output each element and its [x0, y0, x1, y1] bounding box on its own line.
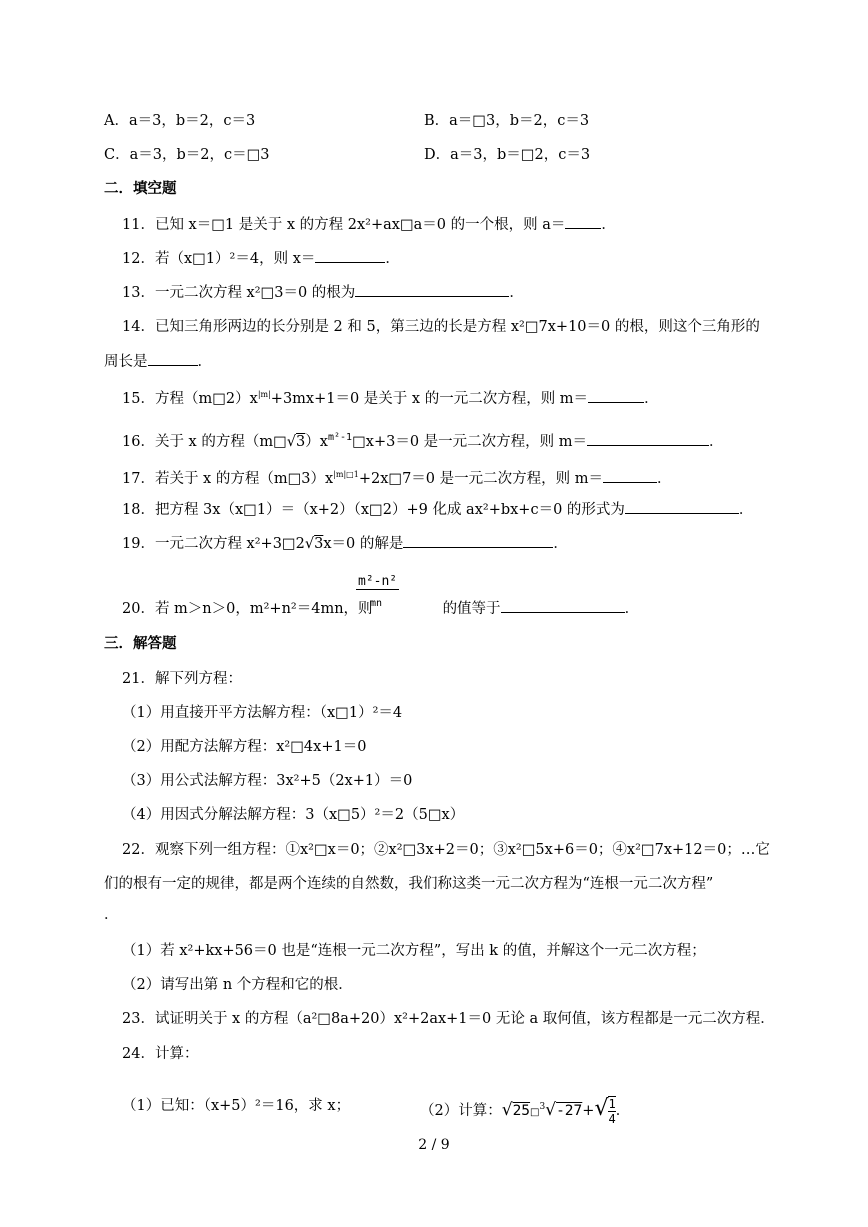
question-12	[122, 248, 400, 269]
q11-end: ．	[601, 217, 616, 233]
question-22-line1: 22．观察下列一组方程：①x²□x＝0；②x²□3x+2＝0；③x²□5x+6＝0；④x²□7x+12＝0；…它	[122, 842, 770, 858]
q20-fraction-numerator: m²-n²	[358, 574, 398, 589]
q18-blank	[625, 499, 739, 514]
q16-blank	[587, 431, 709, 446]
q12-text: 12．若（x□1）²＝4，则 x＝	[122, 251, 316, 267]
q24-frac-den: 4	[608, 1112, 616, 1126]
q16-end: ．	[709, 433, 724, 450]
option-d: D．a＝3，b＝□2，c＝3	[424, 147, 591, 163]
q14-text: 周长是	[104, 354, 148, 370]
q11-blank	[565, 214, 601, 229]
question-21-part1: （1）用直接开平方法解方程：（x□1）²＝4	[122, 705, 403, 721]
question-22-part2: （2）请写出第 n 个方程和它的根．	[122, 977, 353, 993]
q18-end: ．	[738, 502, 754, 518]
option-a: A．a＝3，b＝2，c＝3	[104, 113, 256, 129]
q19-sqrt: 3	[314, 536, 324, 552]
question-24-part1: （1）已知：（x+5）²＝16，求 x；	[122, 1098, 351, 1114]
q20-blank	[501, 598, 625, 613]
q18-text: 18．把方程 3x（x□1）＝（x+2）（x□2）+9 化成 ax²+bx+c＝0 的形式为	[122, 502, 625, 518]
q15-exponent: |m|	[257, 390, 271, 399]
q24-p2-label: （2）计算：	[420, 1103, 502, 1119]
question-21-part4: （4）用因式分解法解方程：3（x□5）²＝2（5□x）	[122, 807, 465, 823]
q13-end: ．	[509, 285, 524, 301]
q14-blank	[148, 351, 198, 366]
question-13	[122, 282, 524, 303]
q11-text: 11．已知 x＝□1 是关于 x 的方程 2x²+ax□a＝0 的一个根，则 a＝	[122, 217, 566, 233]
option-c: C．a＝3，b＝2，c＝□3	[104, 147, 270, 163]
question-15	[122, 385, 659, 409]
question-14-line2	[104, 351, 212, 372]
q20-end: ．	[624, 601, 640, 617]
question-24-title: 24．计算：	[122, 1046, 199, 1062]
q20-text2: 的值等于	[442, 601, 501, 617]
page-number: 2 / 9	[418, 1137, 450, 1153]
q17-blank	[603, 468, 657, 483]
q24-cbrt-value: -27	[556, 1103, 583, 1119]
question-16	[122, 428, 724, 452]
question-19	[122, 533, 568, 554]
question-21-part3: （3）用公式法解方程：3x²+5（2x+1）＝0	[122, 773, 413, 789]
q20-text: 20．若 m＞n＞0，m²+n²＝4mn，则	[122, 601, 373, 617]
question-14-line1: 14．已知三角形两边的长分别是 2 和 5，第三边的长是方程 x²□7x+10＝0 的根，则这个三角形的	[122, 319, 760, 335]
q19-text2: x＝0 的解是	[323, 536, 404, 552]
cube-root-icon: √	[545, 1100, 557, 1120]
sqrt-icon: √	[594, 1096, 609, 1121]
q15-blank	[588, 388, 644, 403]
section-title-fill-in: 二．填空题	[104, 181, 177, 197]
q13-blank	[355, 282, 509, 297]
sqrt-icon: √	[286, 433, 297, 450]
question-23: 23．试证明关于 x 的方程（a²□8a+20）x²+2ax+1＝0 无论 a 取何值，该方程都是一元二次方程．	[122, 1011, 775, 1027]
q15-text: 15．方程（m□2）x	[122, 390, 258, 407]
q12-end: ．	[385, 251, 400, 267]
question-21-part2: （2）用配方法解方程：x²□4x+1＝0	[122, 739, 367, 755]
q17-end: ．	[657, 470, 672, 487]
section-title-solve: 三．解答题	[104, 636, 177, 652]
q16-text3: □x+3＝0 是一元二次方程，则 m＝	[352, 433, 588, 450]
option-b: B．a＝□3，b＝2，c＝3	[424, 113, 590, 129]
q24-fraction	[608, 1096, 615, 1126]
question-11	[122, 214, 616, 235]
q16-exponent: m²-1	[327, 432, 353, 443]
q20-fraction-denominator: mn	[370, 598, 383, 609]
q24-cube-index: 3	[539, 1102, 546, 1113]
sqrt-icon: √	[304, 536, 315, 552]
question-17	[122, 465, 672, 489]
q14-end: ．	[197, 354, 212, 370]
q13-text: 13．一元二次方程 x²□3＝0 的根为	[122, 285, 356, 301]
question-22-part1: （1）若 x²+kx+56＝0 也是“连根一元二次方程”，写出 k 的值，并解这个一元二次方程；	[122, 943, 706, 959]
q16-text: 16．关于 x 的方程（m□	[122, 433, 287, 450]
q15-text2: +3mx+1＝0 是关于 x 的一元二次方程，则 m＝	[270, 390, 589, 407]
q24-frac-num: 1	[608, 1097, 616, 1111]
q17-text: 17．若关于 x 的方程（m□3）x	[122, 470, 334, 487]
q16-sqrt: 3	[296, 433, 306, 450]
q19-text: 19．一元二次方程 x²+3□2	[122, 536, 305, 552]
question-24-part2	[420, 1096, 630, 1126]
q17-exponent: |m|□1	[333, 470, 359, 479]
sqrt-icon: √	[501, 1100, 513, 1120]
question-18	[122, 499, 753, 520]
q24-operator: □	[530, 1107, 540, 1118]
question-22-line2: 们的根有一定的规律，都是两个连续的自然数，我们称这类一元二次方程为“连根一元二次方程”	[104, 876, 714, 892]
q24-end: ．	[615, 1103, 631, 1119]
q12-blank	[315, 248, 385, 263]
question-21-title: 21．解下列方程：	[122, 671, 242, 687]
q15-end: ．	[644, 390, 659, 407]
q16-text2: ）x	[305, 433, 328, 450]
question-22-line3: ．	[104, 907, 119, 923]
q24-plus: +	[582, 1103, 595, 1119]
q17-text2: +2x□7＝0 是一元二次方程，则 m＝	[358, 470, 603, 487]
q19-end: ．	[553, 536, 568, 552]
q24-sqrt-25: 25	[512, 1103, 531, 1119]
q19-blank	[403, 533, 553, 548]
